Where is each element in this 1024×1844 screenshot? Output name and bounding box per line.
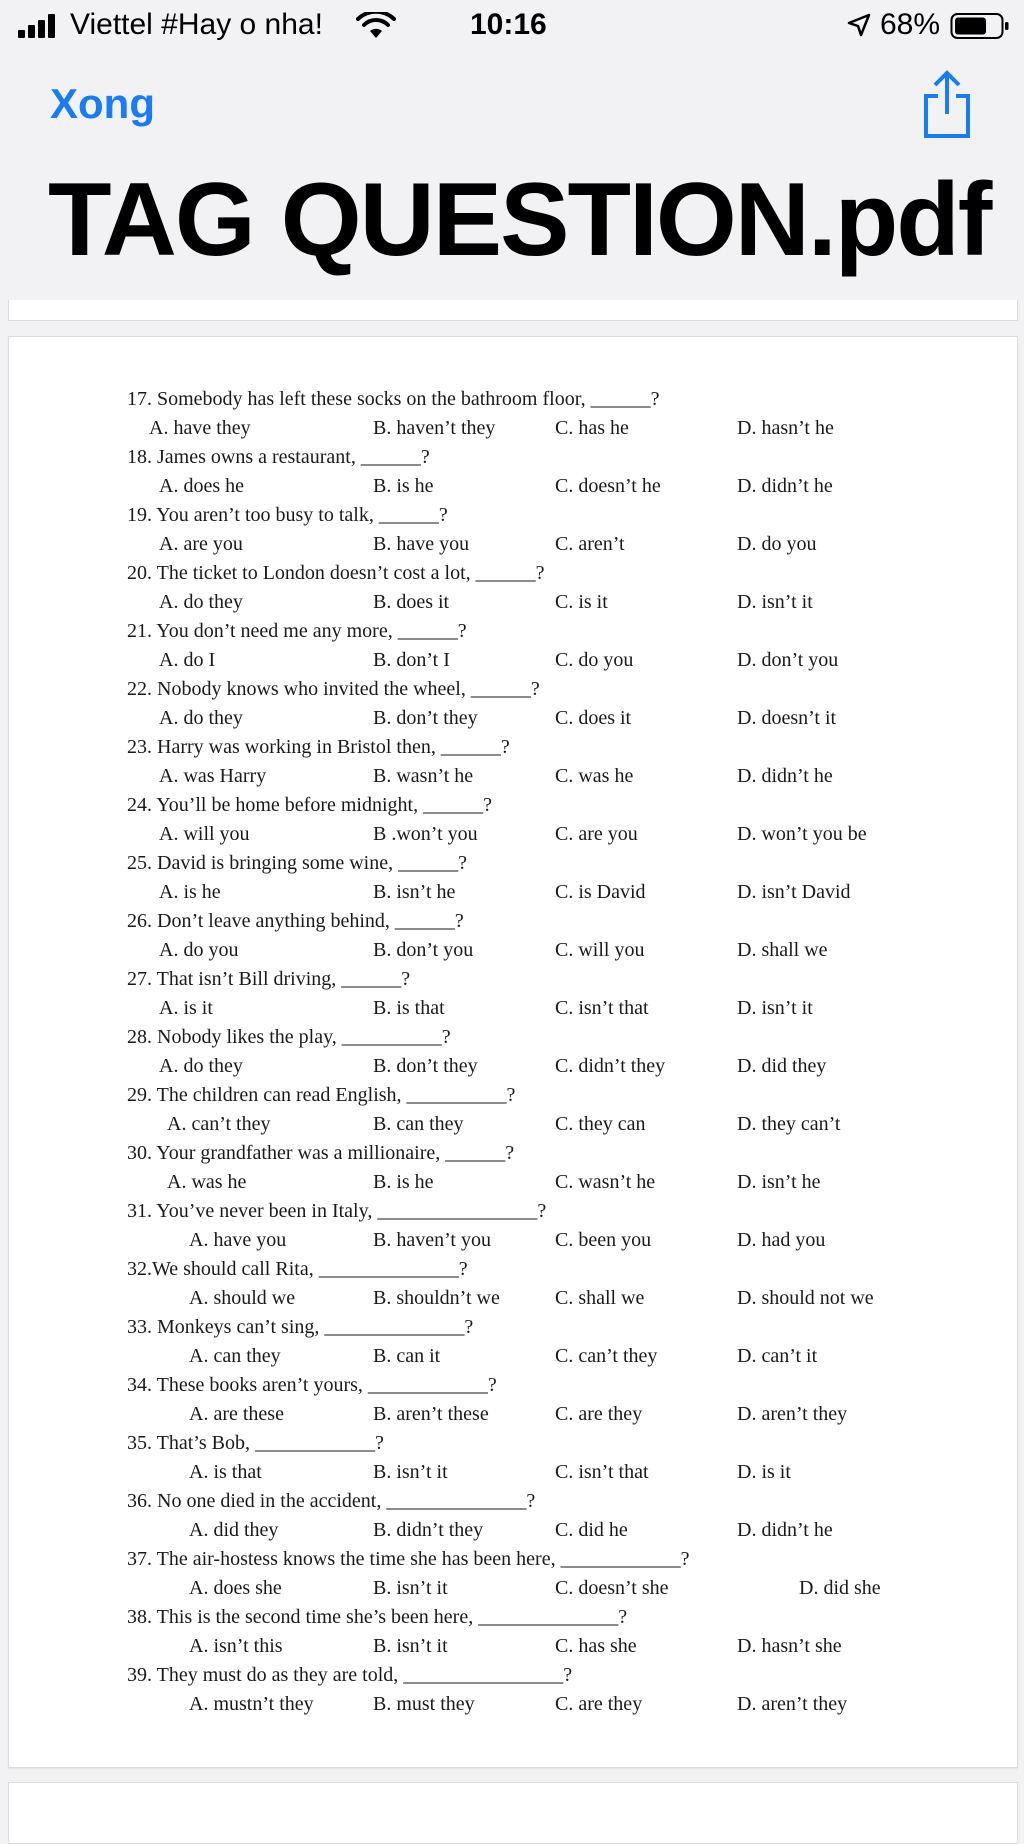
question-options	[9, 1342, 1017, 1371]
status-time: 10:16	[470, 8, 547, 41]
option-d: D. didn’t he	[737, 1519, 833, 1541]
question-options	[9, 1632, 1017, 1661]
question-options	[9, 646, 1017, 675]
signal-strength-icon	[18, 14, 58, 38]
question-options	[9, 588, 1017, 617]
question-stem: 30. Your grandfather was a millionaire, ______?	[127, 1142, 515, 1164]
question-options	[9, 1110, 1017, 1139]
option-b: B. must they	[373, 1693, 475, 1715]
option-a: A. did they	[189, 1519, 279, 1541]
next-pdf-page[interactable]	[8, 1782, 1018, 1844]
option-d: D. did they	[737, 1055, 827, 1077]
question-stem: 28. Nobody likes the play, __________?	[127, 1026, 451, 1048]
option-b: B. is he	[373, 1171, 434, 1193]
question-options	[9, 704, 1017, 733]
option-b: B. haven’t they	[373, 417, 496, 439]
location-arrow-icon	[846, 12, 872, 38]
option-b: B. don’t they	[373, 1055, 478, 1077]
question-options	[9, 1226, 1017, 1255]
question-stem: 31. You’ve never been in Italy, ________________?	[127, 1200, 547, 1222]
question-stem: 18. James owns a restaurant, ______?	[127, 446, 430, 468]
option-a: A. was Harry	[159, 765, 267, 787]
option-b: B. can it	[373, 1345, 441, 1367]
option-c: C. didn’t they	[555, 1055, 666, 1077]
done-button[interactable]: Xong	[50, 80, 155, 127]
option-a: A. isn’t this	[189, 1635, 283, 1657]
question-options	[9, 1284, 1017, 1313]
option-d: D. aren’t they	[737, 1403, 848, 1425]
question-stem: 20. The ticket to London doesn’t cost a lot, ______?	[127, 562, 545, 584]
option-c: C. isn’t that	[555, 997, 649, 1019]
option-a: A. have they	[149, 417, 251, 439]
option-b: B. don’t I	[373, 649, 450, 671]
question-stem: 22. Nobody knows who invited the wheel, ______?	[127, 678, 540, 700]
option-d: D. they can’t	[737, 1113, 841, 1135]
question-list	[9, 385, 1017, 1719]
battery-icon	[950, 11, 1010, 41]
option-d: D. did she	[799, 1577, 881, 1599]
question-stem: 19. You aren’t too busy to talk, ______?	[127, 504, 448, 526]
option-c: C. are they	[555, 1403, 643, 1425]
question-options	[9, 936, 1017, 965]
carrier-name: Viettel #Hay o nha!	[70, 8, 323, 41]
option-c: C. isn’t that	[555, 1461, 649, 1483]
option-d: D. do you	[737, 533, 817, 555]
option-c: C. does it	[555, 707, 632, 729]
option-d: D. doesn’t it	[737, 707, 837, 729]
question-stem: 36. No one died in the accident, ______________?	[127, 1490, 536, 1512]
question-stem: 32.We should call Rita, ______________?	[127, 1258, 468, 1280]
option-b: B. don’t you	[373, 939, 474, 961]
option-a: A. does he	[159, 475, 244, 497]
option-c: C. wasn’t he	[555, 1171, 656, 1193]
option-a: A. is he	[159, 881, 221, 903]
option-c: C. has he	[555, 417, 629, 439]
question-options	[9, 1052, 1017, 1081]
option-a: A. do they	[159, 591, 243, 613]
question-stem: 17. Somebody has left these socks on the bathroom floor, ______?	[127, 388, 660, 410]
option-a: A. does she	[189, 1577, 282, 1599]
option-a: A. are these	[189, 1403, 284, 1425]
option-c: C. doesn’t she	[555, 1577, 669, 1599]
share-icon[interactable]	[922, 70, 972, 140]
option-a: A. mustn’t they	[189, 1693, 314, 1715]
option-a: A. can they	[189, 1345, 281, 1367]
option-c: C. are you	[555, 823, 638, 845]
option-b: B. isn’t it	[373, 1577, 448, 1599]
option-a: A. have you	[189, 1229, 287, 1251]
option-b: B. aren’t these	[373, 1403, 489, 1425]
option-b: B. isn’t it	[373, 1635, 448, 1657]
option-d: D. won’t you be	[737, 823, 867, 845]
option-c: C. aren’t	[555, 533, 625, 555]
option-a: A. should we	[189, 1287, 296, 1309]
question-options	[9, 414, 1017, 443]
option-c: C. been you	[555, 1229, 652, 1251]
document-title: TAG QUESTION.pdf	[48, 162, 991, 278]
option-c: C. did he	[555, 1519, 628, 1541]
option-b: B. is that	[373, 997, 445, 1019]
option-d: D. don’t you	[737, 649, 839, 671]
option-d: D. hasn’t he	[737, 417, 834, 439]
question-stem: 27. That isn’t Bill driving, ______?	[127, 968, 411, 990]
option-a: A. was he	[167, 1171, 247, 1193]
option-a: A. do I	[159, 649, 216, 671]
option-d: D. should not we	[737, 1287, 874, 1309]
question-options	[9, 1690, 1017, 1719]
option-b: B. haven’t you	[373, 1229, 491, 1251]
option-d: D. shall we	[737, 939, 828, 961]
option-c: C. was he	[555, 765, 634, 787]
question-options	[9, 1516, 1017, 1545]
question-options	[9, 994, 1017, 1023]
option-c: C. can’t they	[555, 1345, 658, 1367]
option-d: D. can’t it	[737, 1345, 818, 1367]
question-options	[9, 530, 1017, 559]
question-options	[9, 878, 1017, 907]
question-options	[9, 762, 1017, 791]
option-b: B. don’t they	[373, 707, 478, 729]
option-d: D. hasn’t she	[737, 1635, 842, 1657]
question-stem: 35. That’s Bob, ____________?	[127, 1432, 384, 1454]
option-d: D. aren’t they	[737, 1693, 848, 1715]
wifi-icon	[356, 12, 396, 40]
question-options	[9, 1458, 1017, 1487]
option-c: C. will you	[555, 939, 645, 961]
option-c: C. has she	[555, 1635, 637, 1657]
option-a: A. do you	[159, 939, 239, 961]
option-d: D. didn’t he	[737, 475, 833, 497]
question-stem: 23. Harry was working in Bristol then, ______?	[127, 736, 510, 758]
option-a: A. is it	[159, 997, 213, 1019]
option-d: D. didn’t he	[737, 765, 833, 787]
question-options	[9, 820, 1017, 849]
previous-pdf-page[interactable]	[8, 300, 1018, 321]
option-a: A. do they	[159, 707, 243, 729]
option-d: D. isn’t he	[737, 1171, 821, 1193]
question-stem: 38. This is the second time she’s been here, ______________?	[127, 1606, 628, 1628]
option-b: B. does it	[373, 591, 450, 613]
option-b: B. wasn’t he	[373, 765, 474, 787]
option-d: D. isn’t it	[737, 997, 813, 1019]
option-c: C. is David	[555, 881, 646, 903]
question-stem: 37. The air-hostess knows the time she has been here, ____________?	[127, 1548, 690, 1570]
status-bar	[0, 0, 1024, 52]
option-a: A. is that	[189, 1461, 262, 1483]
option-b: B. isn’t it	[373, 1461, 448, 1483]
question-stem: 29. The children can read English, __________?	[127, 1084, 516, 1106]
pdf-page[interactable]	[8, 336, 1018, 1768]
question-stem: 26. Don’t leave anything behind, ______?	[127, 910, 464, 932]
option-c: C. they can	[555, 1113, 646, 1135]
option-d: D. had you	[737, 1229, 826, 1251]
question-stem: 24. You’ll be home before midnight, ______?	[127, 794, 492, 816]
question-stem: 21. You don’t need me any more, ______?	[127, 620, 467, 642]
question-options	[9, 1168, 1017, 1197]
option-c: C. is it	[555, 591, 608, 613]
option-a: A. can’t they	[167, 1113, 271, 1135]
battery-percentage: 68%	[880, 8, 941, 41]
option-b: B. is he	[373, 475, 434, 497]
option-b: B. didn’t they	[373, 1519, 484, 1541]
option-d: D. is it	[737, 1461, 791, 1483]
option-a: A. will you	[159, 823, 250, 845]
option-d: D. isn’t David	[737, 881, 851, 903]
option-c: C. are they	[555, 1693, 643, 1715]
question-stem: 39. They must do as they are told, ________________?	[127, 1664, 573, 1686]
option-c: C. do you	[555, 649, 634, 671]
option-b: B. have you	[373, 533, 470, 555]
option-b: B. isn’t he	[373, 881, 456, 903]
question-options	[9, 1400, 1017, 1429]
option-c: C. doesn’t he	[555, 475, 661, 497]
question-options	[9, 1574, 1017, 1603]
option-b: B. can they	[373, 1113, 464, 1135]
option-b: B. shouldn’t we	[373, 1287, 500, 1309]
option-b: B .won’t you	[373, 823, 478, 845]
question-stem: 34. These books aren’t yours, ____________?	[127, 1374, 497, 1396]
option-a: A. are you	[159, 533, 243, 555]
option-d: D. isn’t it	[737, 591, 813, 613]
option-c: C. shall we	[555, 1287, 645, 1309]
question-stem: 33. Monkeys can’t sing, ______________?	[127, 1316, 474, 1338]
question-options	[9, 472, 1017, 501]
question-stem: 25. David is bringing some wine, ______?	[127, 852, 467, 874]
option-a: A. do they	[159, 1055, 243, 1077]
